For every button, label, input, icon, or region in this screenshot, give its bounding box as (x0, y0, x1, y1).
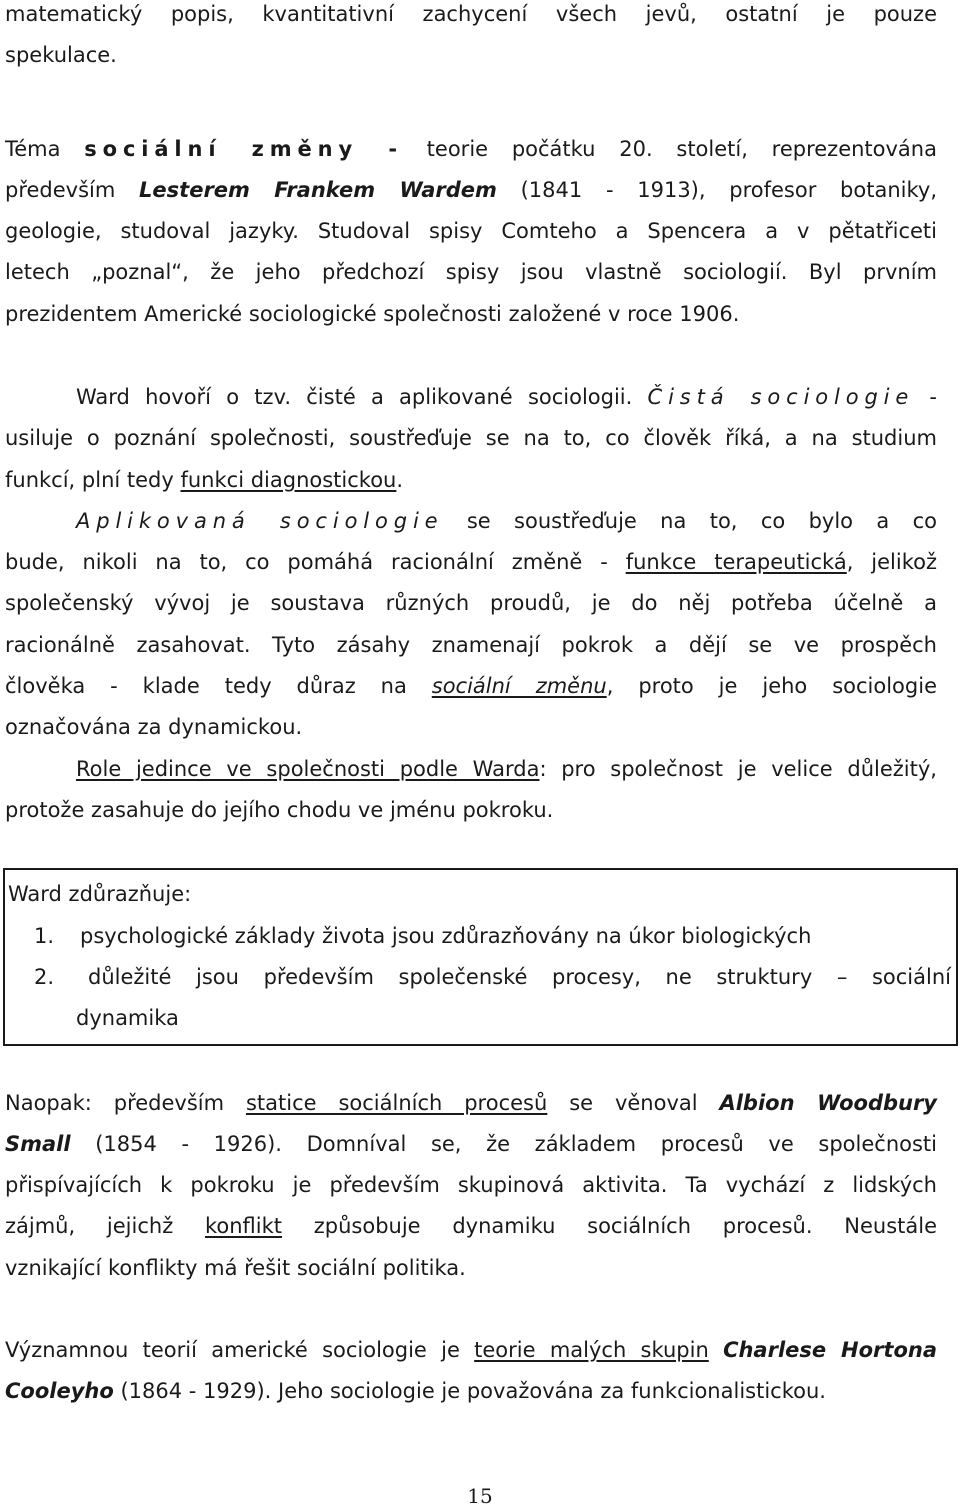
paragraph-4-line-4 (5, 631, 937, 659)
text-run: důležité jsou především společenské procesy, ne struktury – sociální (88, 965, 951, 989)
text-run: , jelikož (846, 550, 937, 574)
paragraph-3-line-3 (5, 466, 403, 494)
text-run: matematický popis, kvantitativní zachycení všech jevů, ostatní je pouze (5, 2, 937, 26)
paragraph-6-line-3 (5, 1171, 937, 1199)
person-name-emphasis: Small (5, 1132, 71, 1156)
text-run: : pro společnost je velice důležitý, (539, 757, 937, 781)
person-name-emphasis: Cooleyho (5, 1379, 114, 1403)
paragraph-3-line-1 (76, 383, 937, 411)
person-name-emphasis: Charlese Hortona (723, 1338, 937, 1362)
underlined-term: konflikt (204, 1214, 282, 1238)
text-run: prezidentem Americké sociologické společnosti založené v roce 1906. (5, 302, 740, 326)
text-run: racionálně zasahovat. Tyto zásahy znamenají pokrok a dějí se ve prospěch (5, 633, 937, 657)
text-run: vznikající konflikty má řešit sociální politika. (5, 1256, 466, 1280)
paragraph-4-line-6 (5, 713, 302, 741)
text-run: Naopak: především (5, 1091, 246, 1115)
paragraph-1-line-2 (5, 41, 117, 69)
underlined-italic-term: sociální změnu (431, 674, 607, 698)
box-item-2-text (88, 963, 951, 991)
paragraph-5-line-1 (76, 755, 937, 783)
spaced-italic-term: Aplikovaná sociologie (76, 509, 444, 533)
text-run: - (914, 385, 937, 409)
box-item-1-number (34, 922, 54, 950)
person-name-emphasis: Lesterem Frankem Wardem (139, 178, 497, 202)
paragraph-2-line-4 (5, 258, 937, 286)
text-run: společenský vývoj je soustava různých proudů, je do něj potřeba účelně a (5, 591, 937, 615)
text-run: letech „poznal“, že jeho předchozí spisy jsou vlastně sociologií. Byl prvním (5, 260, 937, 284)
text-run: geologie, studoval jazyky. Studoval spisy Comteho a Spencera a v pětatřiceti (5, 219, 937, 243)
text-run: . (396, 468, 404, 492)
paragraph-4-line-3 (5, 589, 937, 617)
paragraph-2-line-3 (5, 217, 937, 245)
text-run: spekulace. (5, 43, 117, 67)
text-run: , proto je jeho sociologie (606, 674, 937, 698)
underlined-term: funkci diagnostickou (180, 468, 397, 492)
text-run: dynamika (76, 1006, 179, 1030)
underlined-term: teorie malých skupin (474, 1338, 709, 1362)
text-run: usiluje o poznání společnosti, soustřeďuje se na to, co člověk říká, a na studium (5, 426, 937, 450)
paragraph-1-line-1 (5, 0, 937, 28)
text-run: označována za dynamickou. (5, 715, 303, 739)
text-run: 2. (34, 965, 55, 989)
page-number: 15 (467, 1484, 493, 1508)
box-item-2-number (34, 963, 54, 991)
spaced-bold-term: sociální změny - (84, 137, 403, 161)
box-title (8, 880, 191, 908)
text-run: přispívajících k pokroku je především skupinová aktivita. Ta vychází z lidských (5, 1173, 937, 1197)
paragraph-2-line-5 (5, 300, 739, 328)
spaced-italic-term: Čistá sociologie (647, 385, 915, 409)
text-run: (1841 - 1913), profesor botaniky, (496, 178, 937, 202)
text-run: způsobuje dynamiku sociálních procesů. Neustále (282, 1214, 937, 1238)
paragraph-4-line-2 (5, 548, 937, 576)
text-run: Ward hovoří o tzv. čisté a aplikované sociologii. (76, 385, 648, 409)
paragraph-6-line-1 (5, 1089, 937, 1117)
text-run: zájmů, jejichž (5, 1214, 205, 1238)
paragraph-4-line-5 (5, 672, 937, 700)
text-run: psychologické základy života jsou zdůrazňovány na úkor biologických (80, 924, 812, 948)
text-run: Významnou teorií americké sociologie je (5, 1338, 475, 1362)
text-run: (1854 - 1926). Domníval se, že základem procesů ve společnosti (70, 1132, 937, 1156)
underlined-term: statice sociálních procesů (245, 1091, 548, 1115)
text-run: protože zasahuje do jejího chodu ve jménu pokroku. (5, 798, 554, 822)
text-run: člověka - klade tedy důraz na (5, 674, 432, 698)
paragraph-4-line-1 (76, 507, 937, 535)
paragraph-2-line-1 (5, 135, 937, 163)
text-run: Ward zdůrazňuje: (8, 882, 192, 906)
paragraph-6-line-2 (5, 1130, 937, 1158)
box-item-2-continuation (76, 1004, 179, 1032)
text-run: (1864 - 1929). Jeho sociologie je považována za funkcionalistickou. (113, 1379, 826, 1403)
text-run: 1. (34, 924, 55, 948)
text-run: bude, nikoli na to, co pomáhá racionální změně - (5, 550, 626, 574)
paragraph-5-line-2 (5, 796, 553, 824)
person-name-emphasis: Albion Woodbury (719, 1091, 938, 1115)
paragraph-6-line-5 (5, 1254, 466, 1282)
paragraph-3-line-2 (5, 424, 937, 452)
paragraph-2-line-2 (5, 176, 937, 204)
text-run: teorie počátku 20. století, reprezentována (402, 137, 937, 161)
text-run: především (5, 178, 140, 202)
paragraph-7-line-2 (5, 1377, 826, 1405)
underlined-term: Role jedince ve společnosti podle Warda (76, 757, 540, 781)
text-run: se věnoval (547, 1091, 720, 1115)
paragraph-6-line-4 (5, 1212, 937, 1240)
paragraph-7-line-1 (5, 1336, 937, 1364)
box-item-1-text (80, 922, 811, 950)
text-run: se soustřeďuje na to, co bylo a co (443, 509, 937, 533)
text-run: funkcí, plní tedy (5, 468, 181, 492)
underlined-term: funkce terapeutická (625, 550, 847, 574)
text-run (709, 1338, 723, 1362)
text-run: Téma (5, 137, 85, 161)
